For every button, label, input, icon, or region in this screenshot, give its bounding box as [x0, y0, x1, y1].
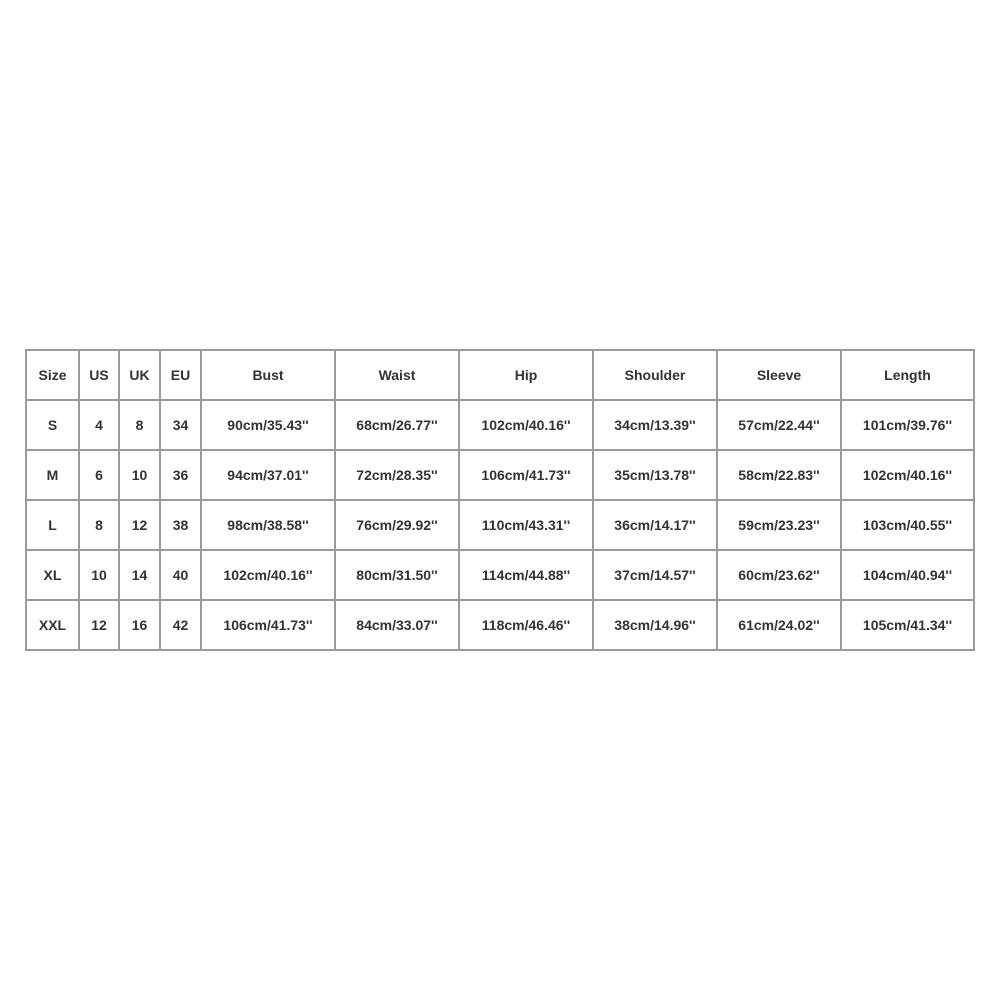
cell-sleeve: 59cm/23.23'' [718, 501, 842, 551]
cell-hip: 114cm/44.88'' [460, 551, 594, 601]
cell-shoulder: 38cm/14.96'' [594, 601, 718, 651]
table-row-s [27, 401, 975, 451]
cell-bust: 94cm/37.01'' [202, 451, 336, 501]
header-row [27, 351, 975, 401]
cell-length: 103cm/40.55'' [842, 501, 975, 551]
cell-uk: 8 [120, 401, 161, 451]
cell-eu: 36 [161, 451, 202, 501]
cell-hip: 118cm/46.46'' [460, 601, 594, 651]
header-hip: Hip [460, 351, 594, 401]
header-waist: Waist [336, 351, 460, 401]
cell-size: XXL [27, 601, 80, 651]
cell-length: 102cm/40.16'' [842, 451, 975, 501]
header-uk: UK [120, 351, 161, 401]
header-sleeve: Sleeve [718, 351, 842, 401]
cell-bust: 102cm/40.16'' [202, 551, 336, 601]
cell-size: M [27, 451, 80, 501]
header-shoulder: Shoulder [594, 351, 718, 401]
table-row-l [27, 501, 975, 551]
cell-bust: 106cm/41.73'' [202, 601, 336, 651]
cell-length: 104cm/40.94'' [842, 551, 975, 601]
header-bust: Bust [202, 351, 336, 401]
cell-us: 12 [80, 601, 120, 651]
table-row-xxl [27, 601, 975, 651]
cell-shoulder: 36cm/14.17'' [594, 501, 718, 551]
cell-waist: 72cm/28.35'' [336, 451, 460, 501]
cell-waist: 68cm/26.77'' [336, 401, 460, 451]
cell-us: 10 [80, 551, 120, 601]
cell-eu: 38 [161, 501, 202, 551]
cell-sleeve: 60cm/23.62'' [718, 551, 842, 601]
cell-eu: 40 [161, 551, 202, 601]
cell-uk: 12 [120, 501, 161, 551]
cell-eu: 42 [161, 601, 202, 651]
cell-size: S [27, 401, 80, 451]
cell-sleeve: 57cm/22.44'' [718, 401, 842, 451]
cell-bust: 90cm/35.43'' [202, 401, 336, 451]
cell-waist: 76cm/29.92'' [336, 501, 460, 551]
cell-uk: 10 [120, 451, 161, 501]
table-row-xl [27, 551, 975, 601]
cell-sleeve: 58cm/22.83'' [718, 451, 842, 501]
cell-us: 4 [80, 401, 120, 451]
cell-shoulder: 35cm/13.78'' [594, 451, 718, 501]
cell-hip: 106cm/41.73'' [460, 451, 594, 501]
cell-bust: 98cm/38.58'' [202, 501, 336, 551]
cell-hip: 110cm/43.31'' [460, 501, 594, 551]
header-length: Length [842, 351, 975, 401]
cell-us: 6 [80, 451, 120, 501]
cell-hip: 102cm/40.16'' [460, 401, 594, 451]
cell-size: XL [27, 551, 80, 601]
cell-size: L [27, 501, 80, 551]
cell-uk: 14 [120, 551, 161, 601]
cell-uk: 16 [120, 601, 161, 651]
cell-sleeve: 61cm/24.02'' [718, 601, 842, 651]
cell-shoulder: 34cm/13.39'' [594, 401, 718, 451]
header-size: Size [27, 351, 80, 401]
size-chart-table [25, 349, 975, 651]
cell-eu: 34 [161, 401, 202, 451]
cell-shoulder: 37cm/14.57'' [594, 551, 718, 601]
cell-waist: 84cm/33.07'' [336, 601, 460, 651]
header-us: US [80, 351, 120, 401]
table-row-m [27, 451, 975, 501]
cell-waist: 80cm/31.50'' [336, 551, 460, 601]
header-eu: EU [161, 351, 202, 401]
cell-length: 101cm/39.76'' [842, 401, 975, 451]
cell-length: 105cm/41.34'' [842, 601, 975, 651]
cell-us: 8 [80, 501, 120, 551]
